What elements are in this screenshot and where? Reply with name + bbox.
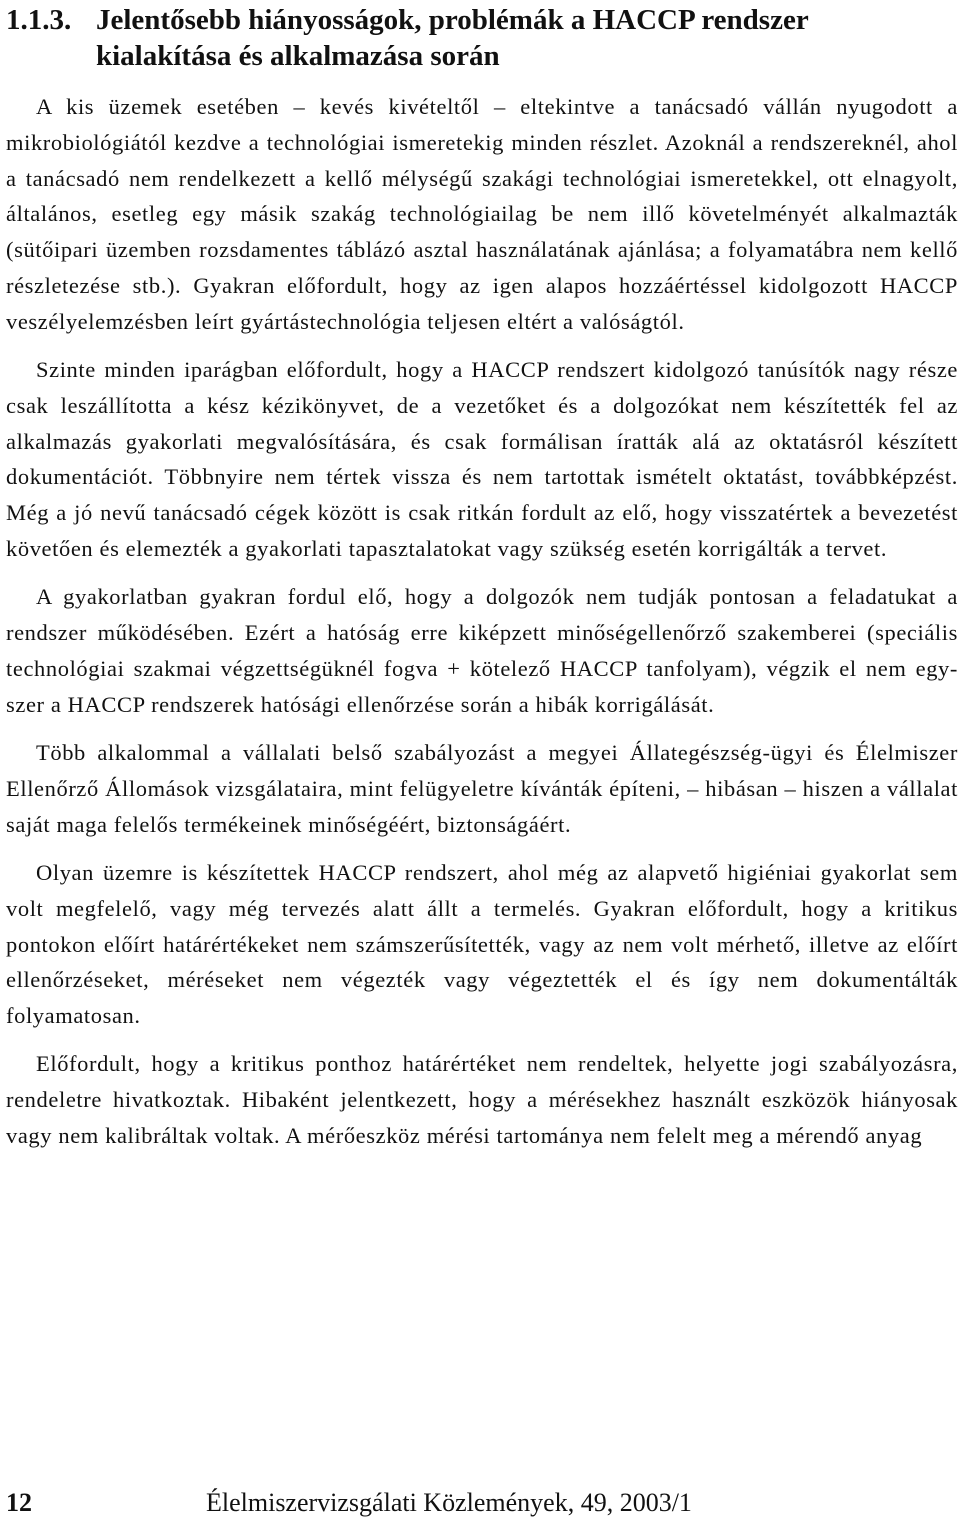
body-text xyxy=(6,89,958,1166)
paragraph: A kis üzemek esetében – kevés kivételtől – eltekintve a tanácsadó vállán nyugodott a mikrobiológiától kezdve a technológiai ismeretekig minden részlet. Azoknál a rendszereknél, ahol a tanácsadó nem rendelkezett a kellő mélységű szakági technológiai ismeretekkel, ott elnagyolt, általános, esetleg egy másik szakág technológiailag be nem illő követelményét alkalmazták (sütőipari üzemben rozsdamentes táblázó asztal használatának ajánlása; a folyamatábra nem kellő részletezése stb.). Gyakran előfordult, hogy az igen alapos hozzáértéssel kidolgozott HACCP veszélyelemzésben leírt gyártástechnológia teljesen eltért a valóságtól. xyxy=(6,94,958,334)
page-footer xyxy=(6,1486,958,1520)
journal-reference: Élelmiszervizsgálati Közlemények, 49, 2003/1 xyxy=(206,1488,692,1517)
paragraph: Előfordult, hogy a kritikus ponthoz határértéket nem rendeltek, helyette jogi szabályozásra, rendeletre hivatkoztak. Hibaként jelentkezett, hogy a mérésekhez használt eszközök hiányosak vagy nem kalibráltak voltak. A mérőeszköz mérési tartománya nem felelt meg a mérendő anyag xyxy=(6,1051,958,1149)
section-number: 1.1.3. xyxy=(6,4,72,36)
section-title-line-1: Jelentősebb hiányosságok, problémák a HACCP rendszer xyxy=(96,4,809,36)
paragraph: Szinte minden iparágban előfordult, hogy a HACCP rendszert kidolgozó tanúsítók nagy része csak leszállította a kész kézikönyvet, de a vezetőket és a dolgozókat nem készítették fel az alkalmazás gyakorlati megvalósítására, és csak formálisan íratták alá az oktatásról készített dokumentációt. Többnyire nem tértek vissza és nem tartottak ismételt oktatást, továbbképzést. Még a jó nevű tanácsadó cégek között is csak ritkán fordult az elő, hogy visszatértek a bevezetést követően és elemezték a gyakorlati tapasztalatokat vagy szükség esetén korrigálták a tervet. xyxy=(6,357,958,562)
paragraph: A gyakorlatban gyakran fordul elő, hogy a dolgozók nem tudják pontosan a feladatukat a rendszer működésében. Ezért a hatóság erre kiképzett minőségellenőrző szakemberei (speciális technológiai szakmai végzettségüknél fogva + kötelező HACCP tanfolyam), végzik el nem egy-szer a HACCP rendszerek hatósági ellenőrzése során a hibák korrigálását. xyxy=(6,584,958,717)
paragraph: Olyan üzemre is készítettek HACCP rendszert, ahol még az alapvető higiéniai gyakorlat sem volt megfelelő, vagy még tervezés alatt állt a termelés. Gyakran előfordult, hogy a kritikus pontokon előírt határértékeket nem számszerűsítették, vagy az nem volt mérhető, illetve az előírt ellenőrzéseket, méréseket nem végezték vagy végeztették el és így nem dokumentálták folyamatosan. xyxy=(6,859,958,1029)
section-title-line-2: kialakítása és alkalmazása során xyxy=(96,40,500,72)
section-heading xyxy=(6,2,958,74)
document-page xyxy=(6,0,958,1523)
paragraph: Több alkalommal a vállalati belső szabályozást a megyei Állategészség-ügyi és Élelmiszer Ellenőrző Állomások vizsgálataira, mint felügyeletre kívánták építeni, – hibásan – hiszen a vállalat saját maga felelős termékeinek minőségéért, biztonságáért. xyxy=(6,740,958,837)
page-number: 12 xyxy=(6,1488,32,1517)
